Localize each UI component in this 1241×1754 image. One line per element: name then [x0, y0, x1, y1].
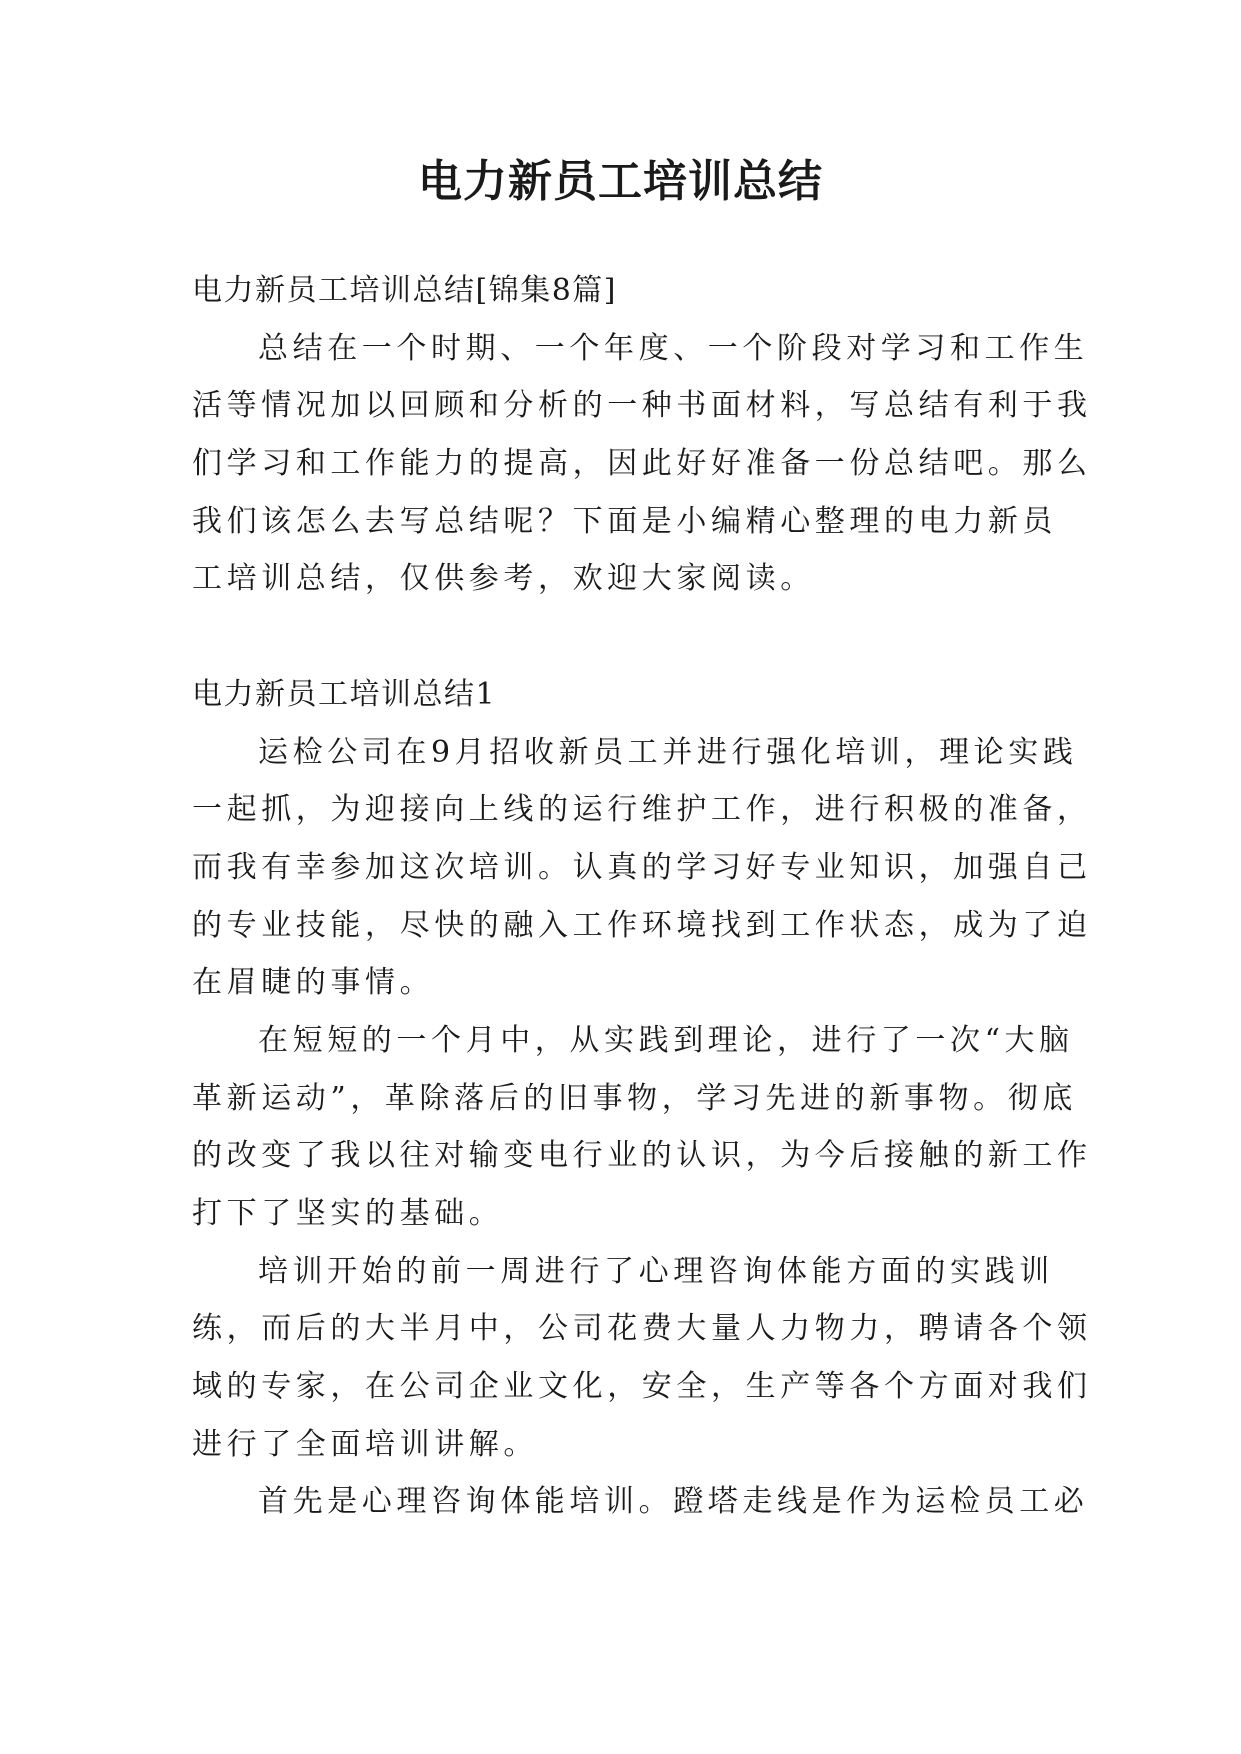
paragraph-line: 的改变了我以往对输变电行业的认识，为今后接触的新工作	[192, 1138, 1092, 1174]
section-heading: 电力新员工培训总结1	[192, 676, 497, 712]
paragraph-line: 域的专家，在公司企业文化，安全，生产等各个方面对我们	[192, 1369, 1092, 1405]
paragraph-line: 一起抓，为迎接向上线的运行维护工作，进行积极的准备，	[192, 792, 1092, 828]
paragraph-line: 打下了坚实的基础。	[192, 1196, 504, 1231]
paragraph-line: 们学习和工作能力的提高，因此好好准备一份总结吧。那么	[192, 446, 1092, 482]
paragraph-line: 在短短的一个月中，从实践到理论，进行了一次“大脑	[258, 1022, 1074, 1058]
blank-line	[192, 608, 1064, 666]
document-subtitle: 电力新员工培训总结[锦集8篇]	[192, 273, 617, 308]
paragraph-line: 进行了全面培训讲解。	[192, 1426, 538, 1462]
paragraph-line: 的专业技能，尽快的融入工作环境找到工作状态，成为了迫	[192, 907, 1092, 943]
paragraph-line: 革新运动”，革除落后的旧事物，学习先进的新事物。彻底	[192, 1080, 1077, 1116]
paragraph-3	[192, 1243, 1092, 1474]
paragraph-line: 运检公司在9月招收新员工并进行强化培训，理论实践	[258, 734, 1078, 770]
paragraph-1	[192, 724, 1092, 1012]
paragraph-line: 在眉睫的事情。	[192, 965, 435, 1001]
paragraph-2	[192, 1012, 1092, 1243]
paragraph-line: 练，而后的大半月中，公司花费大量人力物力，聘请各个领	[192, 1311, 1092, 1347]
document-body	[192, 262, 1092, 1531]
paragraph-line: 而我有幸参加这次培训。认真的学习好专业知识，加强自己	[192, 849, 1092, 885]
document-title: 电力新员工培训总结	[418, 156, 823, 207]
paragraph-line: 我们该怎么去写总结呢？下面是小编精心整理的电力新员	[192, 503, 1057, 539]
paragraph-line: 活等情况加以回顾和分析的一种书面材料，写总结有利于我	[192, 388, 1092, 424]
intro-paragraph	[192, 320, 1092, 608]
paragraph-4	[192, 1473, 1089, 1531]
paragraph-line: 工培训总结，仅供参考，欢迎大家阅读。	[192, 561, 815, 597]
paragraph-line: 培训开始的前一周进行了心理咨询体能方面的实践训	[258, 1253, 1054, 1289]
paragraph-line: 总结在一个时期、一个年度、一个阶段对学习和工作生	[258, 330, 1089, 366]
paragraph-line: 首先是心理咨询体能培训。蹬塔走线是作为运检员工必	[258, 1484, 1089, 1520]
